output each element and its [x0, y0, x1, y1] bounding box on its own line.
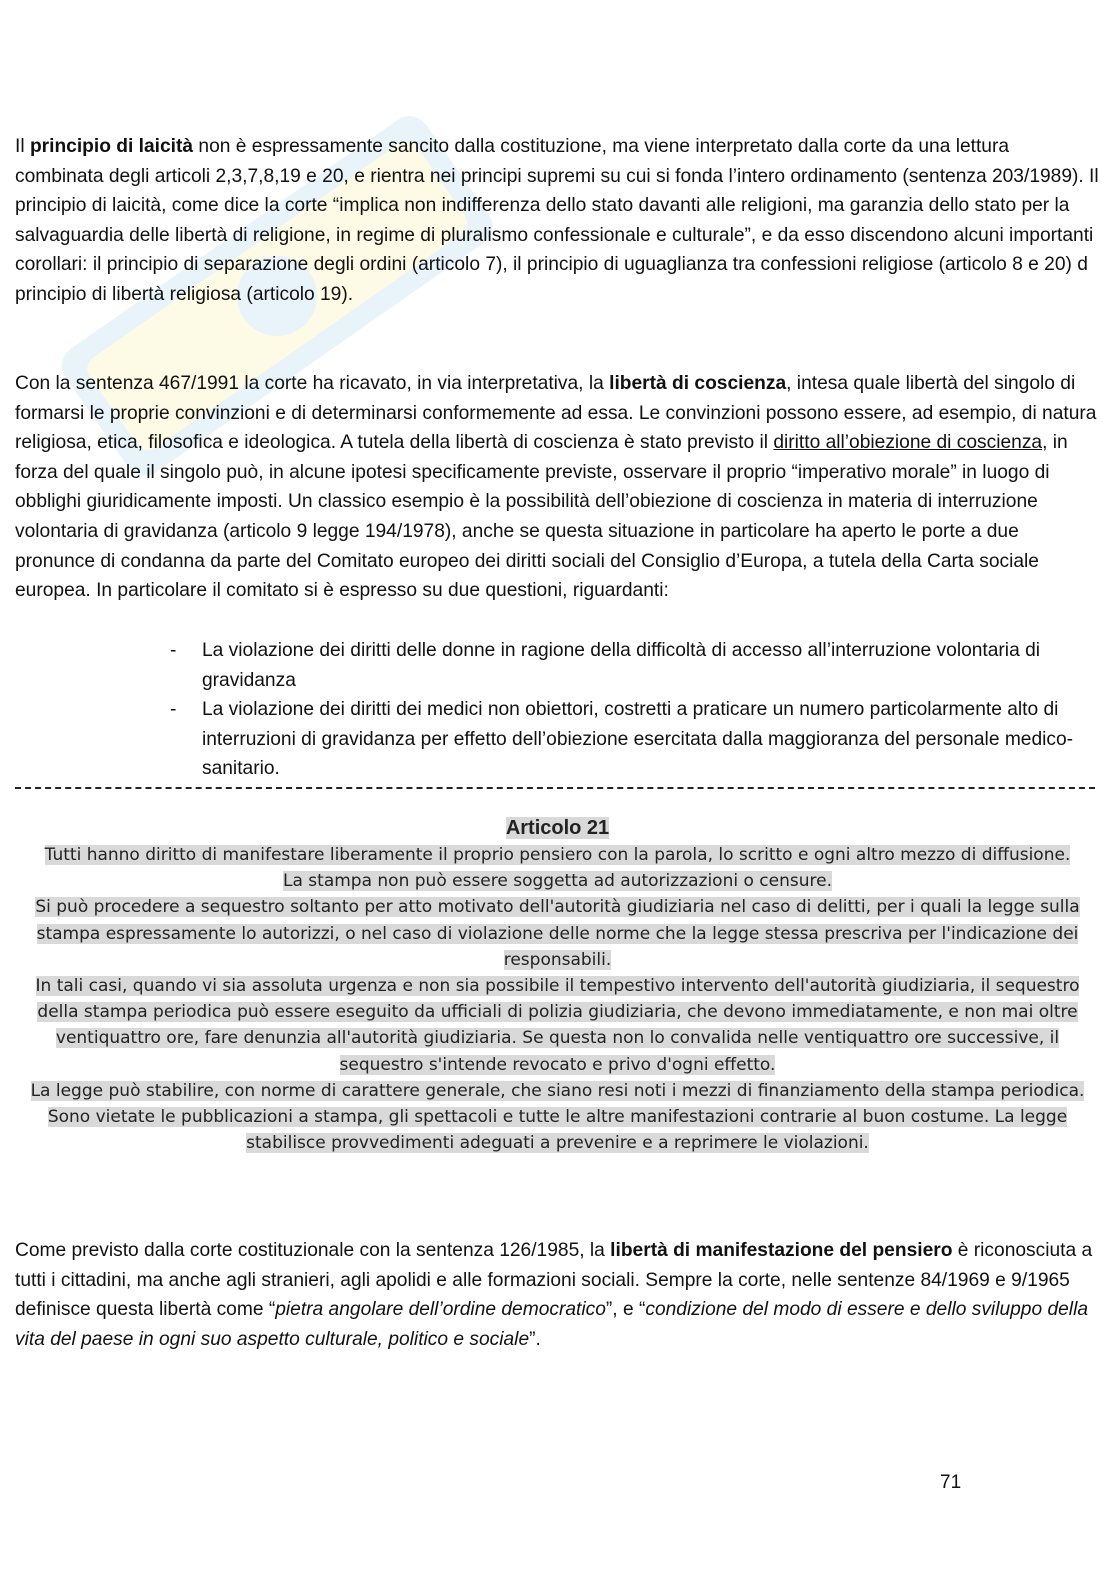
p1-lead-pre: Il [15, 136, 30, 157]
article-paragraph: La stampa non può essere soggetta ad autorizzazioni o censure. [283, 871, 832, 892]
paragraph-manifestazione-pensiero [15, 1236, 1100, 1354]
p3-italic-quote-1: pietra angolare dell’ordine democratico [275, 1299, 606, 1321]
p2-mid: , intesa quale libertà del singolo di formarsi le proprie convinzioni e di determinarsi conformemente ad essa. Le convinzioni possono essere, ad esempio, di natura religiosa, etica, filosofica e ideologica. A tutela della libertà di coscienza è stato previsto il [15, 373, 1097, 454]
p3-mid: è riconosciuta a tutti i cittadini, ma anche agli stranieri, agli apolidi e alle formazioni sociali. Sempre la corte, nelle sentenze 84/1969 e 9/1965 definisce questa libertà come “ [15, 1240, 1093, 1321]
bullet-marker: - [170, 640, 177, 661]
article-title: Articolo 21 [505, 817, 610, 839]
p2-underlined: diritto all’obiezione di coscienza [773, 432, 1043, 454]
bullet-marker: - [170, 699, 177, 721]
p2-post: , in forza del quale il singolo può, in alcune ipotesi specificamente previste, osservare il proprio “imperativo morale” in luogo di obblighi giuridicamente imposti. Un classico esempio è la possibilità dell’obiezione di coscienza in materia di interruzione volontaria di gravidanza (articolo 9 legge 194/1978), anche se questa situazione in particolare ha aperto le porte a due pronunce di condanna da parte del Comitato europeo dei diritti sociali del Consiglio d’Europa, a tutela della Carta sociale europea. In particolare il comitato si è espresso su due questioni, riguardanti: [15, 432, 1068, 602]
dashed-separator [15, 787, 1095, 789]
p3-bold: libertà di manifestazione del pensiero [610, 1240, 953, 1261]
paragraph-laicita [15, 132, 1100, 310]
p2-pre: Con la sentenza 467/1991 la corte ha ricavato, in via interpretativa, la [15, 373, 610, 394]
p1-text: non è espressamente sancito dalla costituzione, ma viene interpretato dalla corte da una lettura combinata degli articoli 2,3,7,8,19 e 20, e rientra nei principi supremi su cui si fonda l’intero ordinamento (sentenza 203/1989). Il principio di laicità, come dice la corte “implica non indifferenza dello stato davanti alle religioni, ma garanzia dello stato per la salvaguardia delle libertà di religione, in regime di pluralismo confessionale e culturale”, e da esso discendono alcuni importanti corollari: il principio di separazione degli ordini (articolo 7), il principio di uguaglianza tra confessioni religiose (articolo 8 e 20) d principio di libertà religiosa (articolo 19). [15, 136, 1099, 305]
list-item [15, 695, 1100, 784]
bullet-text: La violazione dei diritti dei medici non obiettori, costretti a praticare un numero particolarmente alto di interruzioni di gravidanza per effetto dell’obiezione esercitata dalla maggioranza del personale medico-sanitario. [202, 699, 1074, 780]
bullet-list [15, 636, 1100, 784]
p2-bold: libertà di coscienza [609, 373, 787, 394]
article-paragraph: In tali casi, quando vi sia assoluta urgenza e non sia possibile il tempestivo intervento dell'autorità giudiziaria, il sequestro della stampa periodica può essere eseguito da ufficiali di polizia giudiziaria, che devono immediatamente, e non mai oltre ventiquattro ore, fare denunzia all'autorità giudiziaria. Se questa non lo convalida nelle ventiquattro ore successive, il sequestro s'intende revocato e privo d'ogni effetto. [35, 976, 1080, 1075]
p3-post: ”. [529, 1328, 541, 1350]
p1-bold: principio di laicità [29, 136, 194, 157]
article-21-box [15, 814, 1100, 1156]
page-number: 71 [940, 1472, 962, 1493]
article-paragraph: La legge può stabilire, con norme di carattere generale, che siano resi noti i mezzi di finanziamento della stampa periodica. [30, 1080, 1085, 1101]
paragraph-coscienza [15, 369, 1100, 606]
p3-pre: Come previsto dalla corte costituzionale con la sentenza 126/1985, la [15, 1240, 611, 1261]
list-item [15, 636, 1100, 695]
bullet-text: La violazione dei diritti delle donne in ragione della difficoltà di accesso all’interruzione volontaria di gravidanza [202, 640, 1041, 691]
article-paragraph: Sono vietate le pubblicazioni a stampa, gli spettacoli e tutte le altre manifestazioni contrarie al buon costume. La legge stabilisce provvedimenti adeguati a prevenire e a reprimere le violazioni. [47, 1107, 1068, 1154]
article-paragraph: Tutti hanno diritto di manifestare liberamente il proprio pensiero con la parola, lo scritto e ogni altro mezzo di diffusione. [44, 845, 1071, 865]
p3-mid2: ”, e “ [605, 1299, 646, 1321]
p3-italic-quote-2: condizione del modo di essere e dello sviluppo della vita del paese in ogni suo aspetto culturale, politico e sociale [15, 1299, 1089, 1350]
article-paragraph: Si può procedere a sequestro soltanto per atto motivato dell'autorità giudiziaria nel caso di delitti, per i quali la legge sulla stampa espressamente lo autorizzi, o nel caso di violazione delle norme che la legge stessa prescriva per l'indicazione dei responsabili. [35, 897, 1080, 970]
